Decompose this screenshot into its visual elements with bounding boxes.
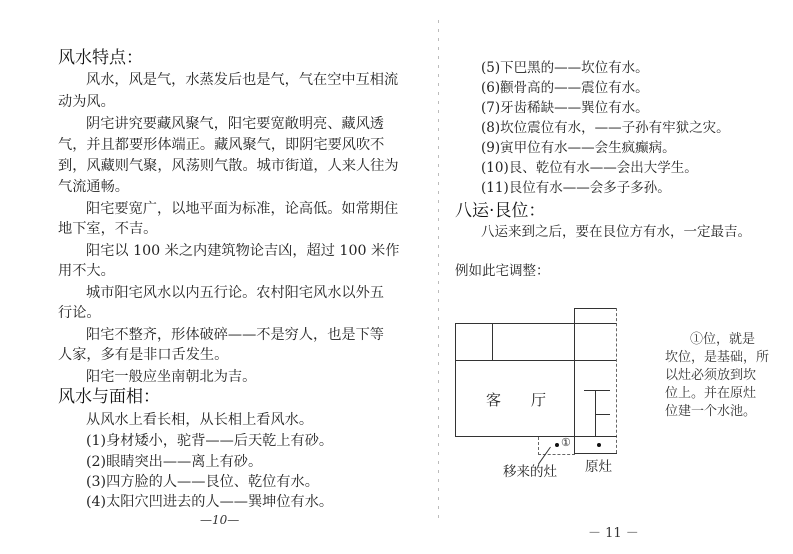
text-line: 行论。 [58,305,101,321]
text-line: 例如此宅调整： [455,263,550,279]
text-line: 城市阳宅风水以内五行论。农村阳宅风水以外五 [86,285,384,301]
page-number: － 11 － [588,526,639,541]
text-line: 地下室，不吉。 [58,221,158,237]
list-item: (10)艮、乾位有水——会出大学生。 [481,160,698,176]
moved-stove-dot [555,443,559,447]
caption-line: 坎位，是基础，所 [665,350,770,365]
text-line: 阴宅讲究要藏风聚气，阳宅要宽敞明亮、藏风透 [86,116,384,132]
text-line: 用不大。 [58,263,115,279]
caption-line: 以灶必须放到坎 [665,368,757,383]
caption-line: ①位，就是 [690,332,756,347]
text-line: 八运来到之后，要在艮位方有水，一定最吉。 [481,224,751,240]
room-label-living-room: 客 厅 [486,391,547,409]
text-line: 到，风藏则气聚，风荡则气散。城市街道，人来人往为 [58,158,399,174]
list-item: (1)身材矮小，驼背——后天乾上有砂。 [86,433,334,449]
text-line: 动为风。 [58,94,115,110]
list-item: (11)艮位有水——会多子多孙。 [481,180,671,196]
position-marker: ① [561,436,571,449]
text-line: 阳宅要宽广，以地平面为标准，论高低。如常期住 [86,201,399,217]
caption-line: 位建一个水池。 [665,404,757,419]
text-line: 从风水上看长相，从长相上看风水。 [86,412,314,428]
list-item: (7)牙齿稀缺——巽位有水。 [481,100,649,116]
text-line: 气，并且都要形体端正。藏风聚气，即阴宅要风吹不 [58,137,385,153]
list-item: (9)寅甲位有水——会生疯癫病。 [481,140,676,156]
text-line: 风水，风是气，水蒸发后也是气，气在空中互相流 [86,72,399,88]
heading-eighth-period: 八运·艮位： [455,201,546,221]
text-line: 阳宅不整齐，形体破碎——不是穷人，也是下等 [86,327,384,343]
text-line: 气流通畅。 [58,179,129,195]
list-item: (6)颧骨高的——震位有水。 [481,80,649,96]
list-item: (5)下巴黑的——坎位有水。 [481,60,649,76]
list-item: (3)四方脸的人——艮位、乾位有水。 [86,474,319,490]
heading-fengshui-face: 风水与面相： [58,387,160,407]
text-line: 阳宅以 100 米之内建筑物论吉凶，超过 100 米作 [86,243,400,259]
page-number: —10— [200,513,240,527]
label-moved-stove: 移来的灶 [503,464,557,480]
list-item: (4)太阳穴凹进去的人——巽坤位有水。 [86,494,334,510]
original-stove-dot [597,443,601,447]
list-item: (8)坎位震位有水，——子孙有牢狱之灾。 [481,120,730,136]
heading-fengshui-features: 风水特点： [58,48,143,68]
page-gutter [438,20,439,520]
text-line: 阳宅一般应坐南朝北为吉。 [86,369,257,385]
label-original-stove: 原灶 [585,459,612,475]
list-item: (2)眼睛突出——离上有砂。 [86,454,263,470]
caption-line: 位上。并在原灶 [665,386,757,401]
text-line: 人家，多有是非口舌发生。 [58,347,229,363]
